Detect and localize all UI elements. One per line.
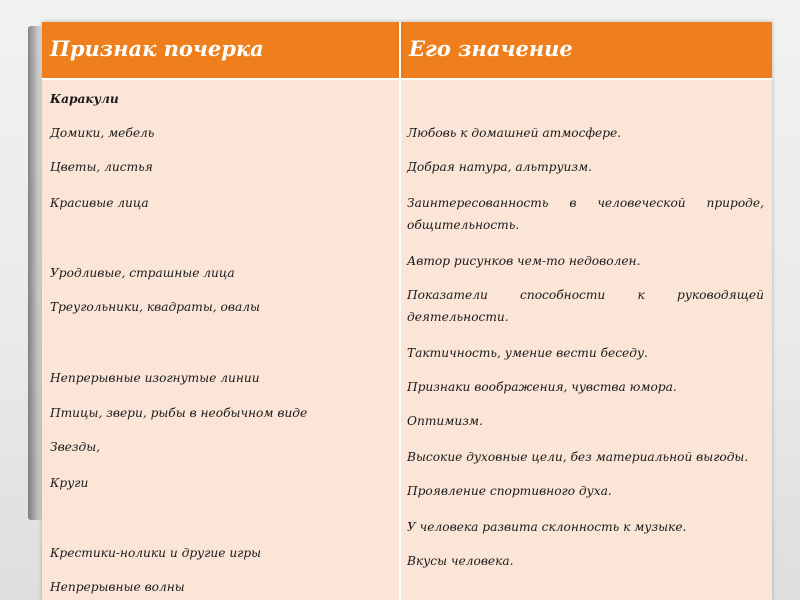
meaning-line	[407, 192, 764, 214]
feature-item: Непрерывные изогнутые линии	[50, 371, 260, 385]
meaning-item: Любовь к домашней атмосфере.	[407, 126, 622, 140]
feature-item: Круги	[50, 476, 89, 490]
meaning-line	[407, 284, 764, 306]
table-header	[42, 22, 772, 80]
header-feature: Признак почерка	[42, 22, 401, 78]
meaning-item-wrapped	[407, 284, 764, 328]
feature-item: Красивые лица	[50, 196, 149, 210]
feature-item: Непрерывные волны	[50, 580, 185, 594]
feature-item: Каракули	[50, 92, 119, 106]
feature-item: Крестики-нолики и другие игры	[50, 546, 262, 560]
feature-item: Птицы, звери, рыбы в необычном виде	[50, 406, 308, 420]
feature-item: Треугольники, квадраты, овалы	[50, 300, 260, 314]
meaning-item: Признаки воображения, чувства юмора.	[407, 380, 677, 394]
meaning-line: общительность.	[407, 218, 520, 232]
meaning-word: к	[637, 288, 645, 302]
table-body	[42, 80, 772, 600]
meaning-word: человеческой	[597, 196, 686, 210]
feature-item: Цветы, листья	[50, 160, 153, 174]
meaning-word: природе,	[706, 196, 764, 210]
meaning-item: Тактичность, умение вести беседу.	[407, 346, 648, 360]
meaning-item: Оптимизм.	[407, 414, 483, 428]
header-meaning: Его значение	[409, 36, 573, 61]
meaning-item: Вкусы человека.	[407, 554, 514, 568]
meaning-item: Высокие духовные цели, без материальной выгоды.	[407, 450, 749, 464]
meaning-word: способности	[520, 288, 606, 302]
meaning-item: Проявление спортивного духа.	[407, 484, 612, 498]
meaning-word: Заинтересованность	[407, 196, 549, 210]
meaning-word: руководящей	[677, 288, 764, 302]
feature-item: Звезды,	[50, 440, 101, 454]
meaning-item: У человека развита склонность к музыке.	[407, 520, 687, 534]
meaning-item: Добрая натура, альтруизм.	[407, 160, 592, 174]
meaning-column	[401, 80, 772, 600]
meaning-line: деятельности.	[407, 310, 509, 324]
handwriting-table	[42, 22, 772, 600]
scroll-shadow	[28, 26, 42, 520]
feature-item: Уродливые, страшные лица	[50, 266, 235, 280]
meaning-word: Показатели	[407, 288, 488, 302]
meaning-item: Автор рисунков чем-то недоволен.	[407, 254, 641, 268]
meaning-item-wrapped	[407, 192, 764, 236]
feature-column	[42, 80, 401, 600]
meaning-word: в	[569, 196, 577, 210]
feature-item: Домики, мебель	[50, 126, 155, 140]
